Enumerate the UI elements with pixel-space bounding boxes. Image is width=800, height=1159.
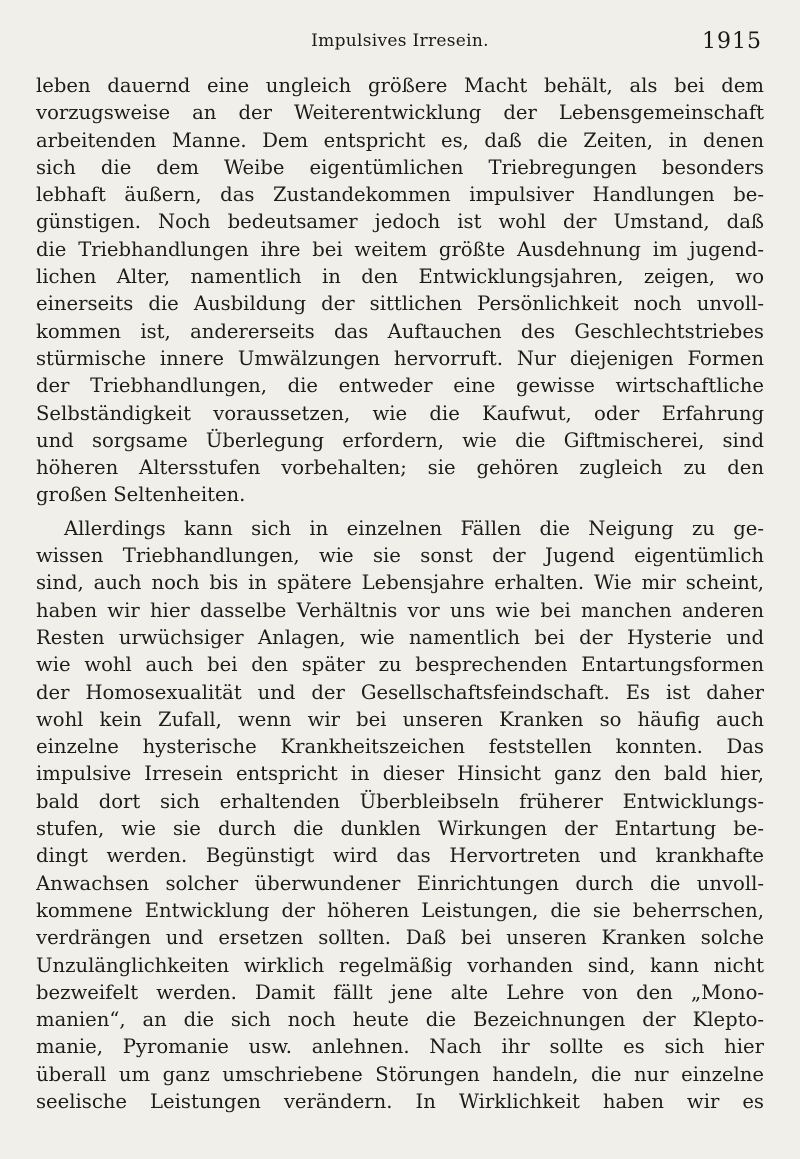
text-line: kommene Entwicklung der höheren Leistungen, die sie beherrschen,: [36, 898, 764, 922]
text-line: verdrängen und ersetzen sollten. Daß bei unseren Kranken solche: [36, 926, 764, 950]
running-header: [36, 31, 764, 59]
text-line: Resten urwüchsiger Anlagen, wie namentlich bei der Hysterie und: [36, 625, 764, 649]
text-line: einerseits die Ausbildung der sittlichen Persönlichkeit noch unvoll-: [36, 292, 764, 316]
text-line: wissen Triebhandlungen, wie sie sonst der Jugend eigentümlich: [36, 544, 764, 568]
text-line: Selbständigkeit voraussetzen, wie die Kaufwut, oder Erfahrung: [36, 401, 764, 425]
body-text: [36, 72, 764, 1115]
text-line: bezweifelt werden. Damit fällt jene alte Lehre von den „Mono-: [36, 980, 764, 1004]
page-number: 1915: [702, 29, 762, 54]
text-line: lebhaft äußern, das Zustandekommen impulsiver Handlungen be-: [36, 183, 764, 207]
text-line: stufen, wie sie durch die dunklen Wirkungen der Entartung be-: [36, 817, 764, 841]
text-line: günstigen. Noch bedeutsamer jedoch ist wohl der Umstand, daß: [36, 210, 764, 234]
text-line: wohl kein Zufall, wenn wir bei unseren Kranken so häufig auch: [36, 707, 764, 731]
text-line: vorzugsweise an der Weiterentwicklung der Lebensgemeinschaft: [36, 101, 764, 125]
text-line: kommen ist, andererseits das Auftauchen des Geschlechtstriebes: [36, 319, 764, 343]
text-line: und sorgsame Überlegung erfordern, wie die Giftmischerei, sind: [36, 428, 764, 452]
text-line: lichen Alter, namentlich in den Entwicklungsjahren, zeigen, wo: [36, 265, 764, 289]
text-line: bald dort sich erhaltenden Überbleibseln früherer Entwicklungs-: [36, 789, 764, 813]
text-line: arbeitenden Manne. Dem entspricht es, daß die Zeiten, in denen: [36, 128, 764, 152]
text-line: die Triebhandlungen ihre bei weitem größte Ausdehnung im jugend-: [36, 237, 764, 261]
text-line: höheren Altersstufen vorbehalten; sie gehören zugleich zu den: [36, 456, 764, 480]
text-line: seelische Leistungen verändern. In Wirklichkeit haben wir es: [36, 1089, 764, 1113]
running-title: Impulsives Irresein.: [311, 31, 489, 51]
text-line: impulsive Irresein entspricht in dieser Hinsicht ganz den bald hier,: [36, 762, 764, 786]
paragraph-1: [36, 72, 764, 509]
text-line: einzelne hysterische Krankheitszeichen feststellen konnten. Das: [36, 735, 764, 759]
text-line: stürmische innere Umwälzungen hervorruft. Nur diejenigen Formen: [36, 346, 764, 370]
text-line: manien“, an die sich noch heute die Bezeichnungen der Klepto-: [36, 1008, 764, 1032]
text-line: der Triebhandlungen, die entweder eine gewisse wirtschaftliche: [36, 374, 764, 398]
text-line: Allerdings kann sich in einzelnen Fällen die Neigung zu ge-: [64, 516, 764, 540]
text-line: wie wohl auch bei den später zu besprechenden Entartungsformen: [36, 653, 764, 677]
text-line: haben wir hier dasselbe Verhältnis vor uns wie bei manchen anderen: [36, 598, 764, 622]
text-line: der Homosexualität und der Gesellschaftsfeindschaft. Es ist daher: [36, 680, 764, 704]
text-line: sind, auch noch bis in spätere Lebensjahre erhalten. Wie mir scheint,: [36, 571, 764, 595]
text-line: sich die dem Weibe eigentümlichen Triebregungen besonders: [36, 155, 764, 179]
text-line: leben dauernd eine ungleich größere Macht behält, als bei dem: [36, 74, 764, 97]
text-line: Unzulänglichkeiten wirklich regelmäßig vorhanden sind, kann nicht: [36, 953, 764, 977]
text-line: dingt werden. Begünstigt wird das Hervortreten und krankhafte: [36, 844, 764, 868]
text-line: Anwachsen solcher überwundener Einrichtungen durch die unvoll-: [36, 871, 764, 895]
paragraph-2: [36, 515, 764, 1116]
text-line: überall um ganz umschriebene Störungen handeln, die nur einzelne: [36, 1062, 764, 1086]
text-line: manie, Pyromanie usw. anlehnen. Nach ihr sollte es sich hier: [36, 1035, 764, 1059]
text-line: großen Seltenheiten.: [36, 483, 246, 507]
